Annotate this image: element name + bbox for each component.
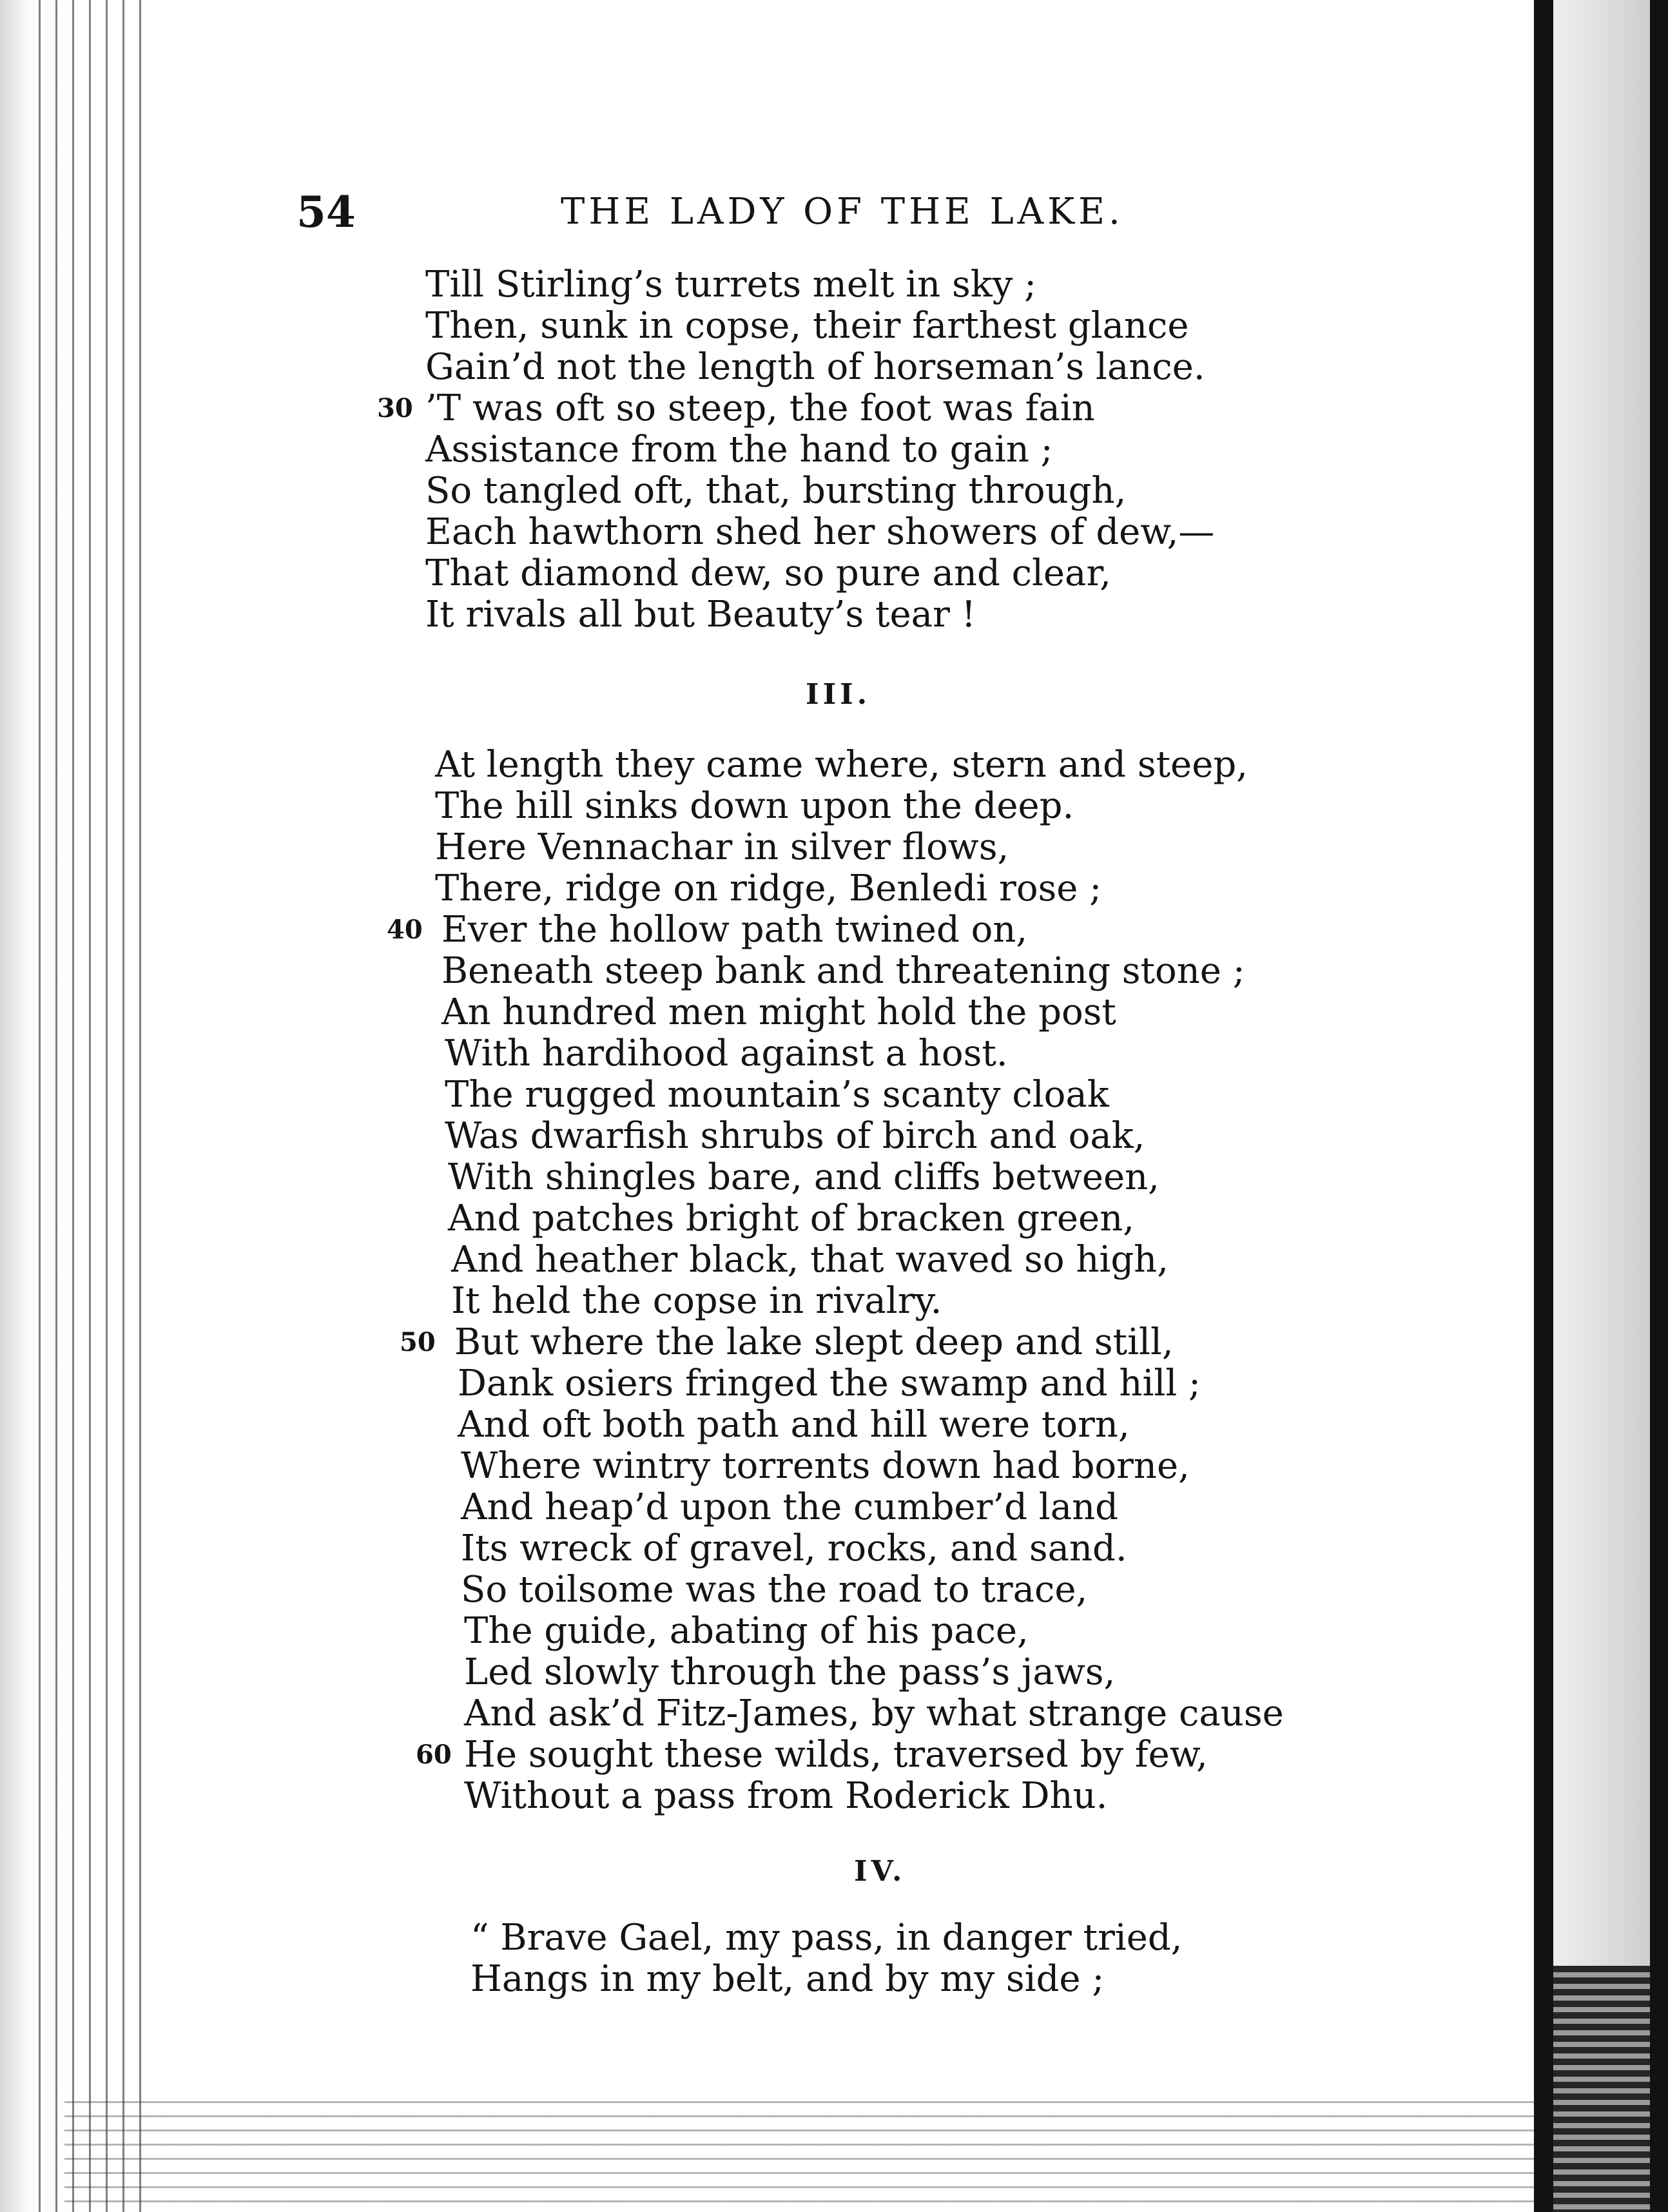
adjacent-page-edge xyxy=(1553,1966,1650,2212)
page-edge-bottom xyxy=(64,2101,1534,2212)
verse-line: So tangled oft, that, bursting through, xyxy=(425,470,1127,512)
verse-line: “ Brave Gael, my pass, in danger tried, xyxy=(470,1917,1183,1959)
verse-line: An hundred men might hold the post xyxy=(441,991,1116,1033)
line-number: 40 xyxy=(387,915,423,945)
verse-line: Where wintry torrents down had borne, xyxy=(461,1445,1190,1487)
verse-line: Gain’d not the length of horseman’s lance. xyxy=(425,346,1205,388)
stanza-heading-iii: III. xyxy=(806,678,871,711)
verse-line: And patches bright of bracken green, xyxy=(448,1198,1135,1239)
verse-line: And oft both path and hill were torn, xyxy=(458,1404,1130,1446)
verse-line: So toilsome was the road to trace, xyxy=(461,1569,1088,1611)
verse-line: Hangs in my belt, and by my side ; xyxy=(470,1958,1105,2000)
stanza-heading-iv: IV. xyxy=(854,1855,906,1888)
verse-line: Was dwarfish shrubs of birch and oak, xyxy=(445,1115,1145,1157)
verse-line: The rugged mountain’s scanty cloak xyxy=(445,1074,1109,1116)
verse-line: And heather black, that waved so high, xyxy=(451,1239,1169,1281)
verse-line: But where the lake slept deep and still, xyxy=(454,1321,1174,1363)
verse-line: Without a pass from Roderick Dhu. xyxy=(464,1775,1108,1817)
verse-line: There, ridge on ridge, Benledi rose ; xyxy=(435,868,1102,909)
verse-line: Its wreck of gravel, rocks, and sand. xyxy=(461,1528,1127,1569)
running-title: THE LADY OF THE LAKE. xyxy=(561,191,1124,233)
verse-line: The guide, abating of his pace, xyxy=(464,1610,1029,1652)
verse-line: With hardihood against a host. xyxy=(445,1033,1008,1074)
verse-line: The hill sinks down upon the deep. xyxy=(435,785,1074,827)
verse-line: With shingles bare, and cliffs between, xyxy=(448,1156,1160,1198)
verse-line: At length they came where, stern and steep, xyxy=(435,744,1248,786)
verse-line: And ask’d Fitz-James, by what strange cause xyxy=(464,1693,1284,1734)
verse-line: Each hawthorn shed her showers of dew,— xyxy=(425,511,1215,553)
line-number: 50 xyxy=(400,1327,436,1357)
adjacent-page-strip xyxy=(1553,0,1650,2212)
line-number: 60 xyxy=(416,1740,452,1770)
verse-line: It held the copse in rivalry. xyxy=(451,1280,942,1322)
verse-line: Led slowly through the pass’s jaws, xyxy=(464,1651,1116,1693)
page-number: 54 xyxy=(296,187,356,237)
verse-line: ’T was oft so steep, the foot was fain xyxy=(425,387,1095,429)
page-edge-lines xyxy=(39,0,142,2212)
verse-line: It rivals all but Beauty’s tear ! xyxy=(425,594,976,635)
verse-line: Till Stirling’s turrets melt in sky ; xyxy=(425,264,1037,306)
verse-line: Dank osiers fringed the swamp and hill ; xyxy=(458,1363,1201,1404)
verse-line: That diamond dew, so pure and clear, xyxy=(425,552,1111,594)
verse-line: Assistance from the hand to gain ; xyxy=(425,429,1053,471)
verse-line: He sought these wilds, traversed by few, xyxy=(464,1734,1208,1776)
line-number: 30 xyxy=(377,393,413,423)
running-head xyxy=(0,187,1289,258)
verse-line: Here Vennachar in silver flows, xyxy=(435,826,1009,868)
verse-line: And heap’d upon the cumber’d land xyxy=(461,1486,1119,1528)
verse-line: Then, sunk in copse, their farthest glance xyxy=(425,305,1189,347)
verse-line: Beneath steep bank and threatening stone ; xyxy=(441,950,1245,992)
verse-line: Ever the hollow path twined on, xyxy=(441,909,1028,951)
